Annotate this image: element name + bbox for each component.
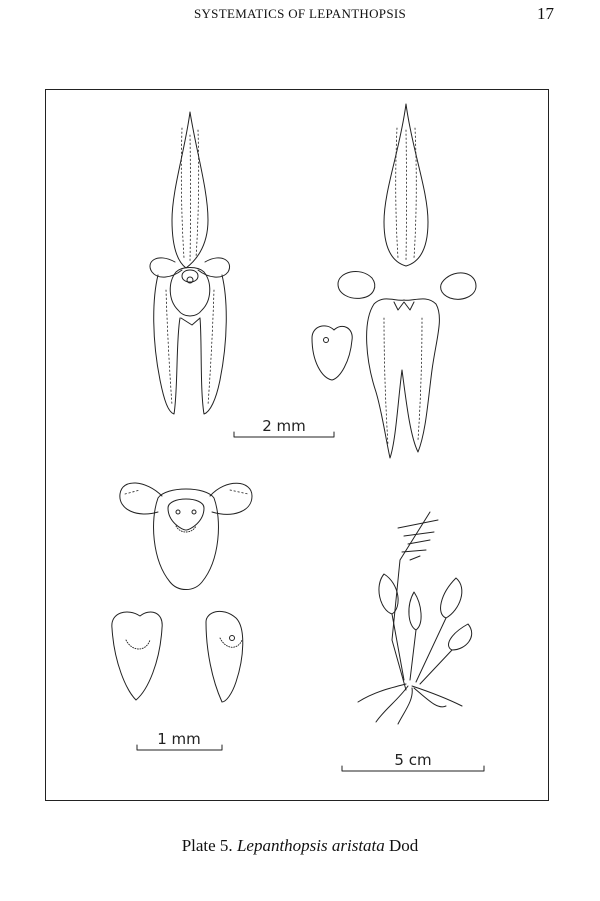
scale-bar-flower-label: 2 mm bbox=[262, 417, 306, 435]
lip-detail-drawing bbox=[112, 483, 252, 702]
scale-bar-habit-label: 5 cm bbox=[394, 751, 432, 769]
caption-author: Dod bbox=[389, 836, 419, 855]
page-number: 17 bbox=[537, 4, 554, 23]
plate-caption bbox=[0, 836, 600, 856]
flower-front-view-drawing bbox=[150, 112, 230, 414]
caption-genus: Lepanthopsis bbox=[236, 836, 328, 855]
dissected-flower-drawing bbox=[312, 104, 476, 458]
caption-epithet: aristata bbox=[331, 836, 385, 855]
running-title: SYSTEMATICS OF LEPANTHOPSIS bbox=[193, 6, 407, 21]
plant-habit-drawing bbox=[358, 512, 472, 724]
scale-bar-lip-label: 1 mm bbox=[157, 730, 201, 748]
caption-prefix: Plate 5. bbox=[181, 836, 233, 855]
